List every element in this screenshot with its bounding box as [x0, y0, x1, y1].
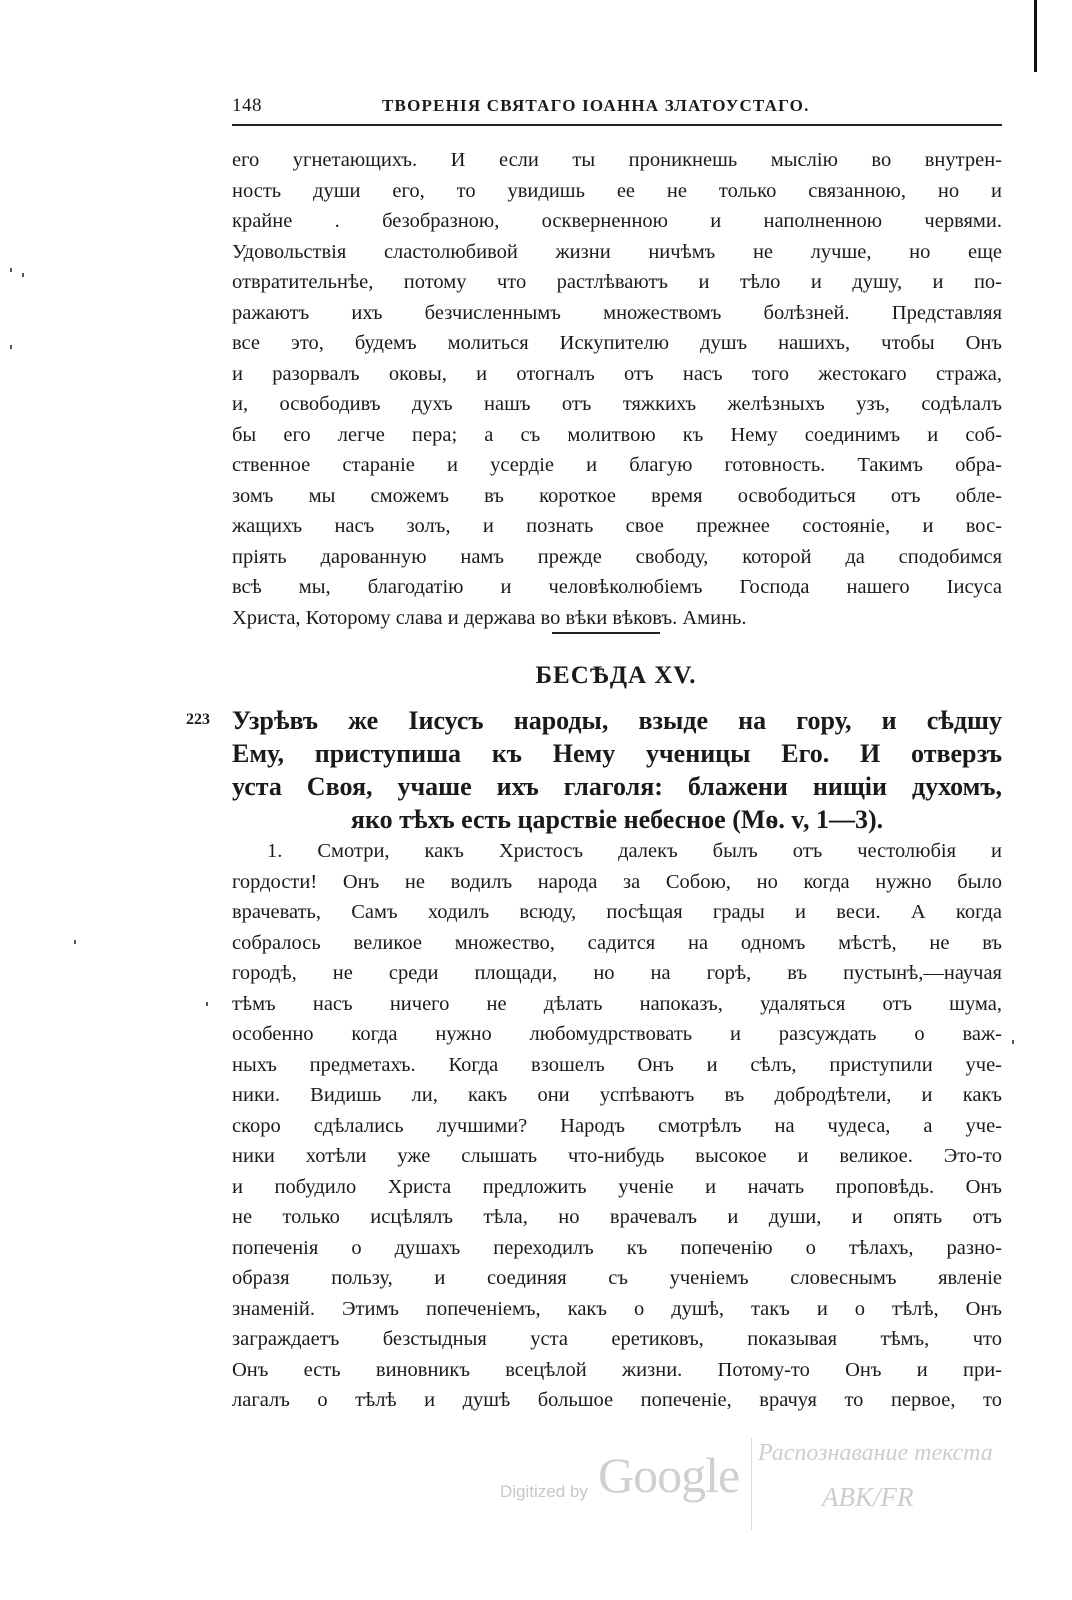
scan-speck — [10, 268, 12, 272]
text-line: бы его легче пера; а съ молитвою къ Нему соединимъ и соб- — [232, 423, 1002, 446]
text-line: тѣмъ насъ ничего не дѣлать напоказъ, удаляться отъ шума, — [232, 992, 1002, 1015]
scripture-verse — [232, 704, 1002, 836]
text-line: ражаютъ ихъ безчисленнымъ множествомъ болѣзней. Представляя — [232, 301, 1002, 324]
text-line: крайне . безобразною, оскверненною и наполненною червями. — [232, 210, 1002, 232]
scan-speck — [10, 345, 12, 349]
text-line: и разорвалъ оковы, и отогналъ отъ насъ того жестокаго стража, — [232, 362, 1002, 385]
text-line: жащихъ насъ золъ, и познать свое прежнее состояніе, и вос- — [232, 515, 1002, 537]
text-line: 1. Смотри, какъ Христосъ далекъ былъ отъ честолюбія и — [267, 840, 1002, 862]
text-line: Христа, Которому слава и держава во вѣки вѣковъ. Аминь. — [232, 606, 747, 629]
text-line: всѣ мы, благодатію и человѣколюбіемъ Господа нашего Іисуса — [232, 576, 1002, 598]
text-line: лагалъ о тѣлѣ и душѣ большое попеченіе, врачуя то первое, то — [232, 1389, 1002, 1411]
text-line: ники хотѣли уже слышать что-нибудь высокое и великое. Это-то — [232, 1145, 1002, 1167]
text-line: отвратительнѣе, потому что растлѣваютъ и тѣло и душу, и по- — [232, 271, 1002, 293]
text-line: гордости! Онъ не водилъ народа за Собою, но когда нужно было — [232, 870, 1002, 893]
text-line: ники. Видишь ли, какъ они успѣваютъ въ добродѣтели, и какъ — [232, 1084, 1002, 1106]
text-line: и побудило Христа предложить ученіе и начать проповѣдь. Онъ — [232, 1175, 1002, 1198]
text-line: зомъ мы сможемъ въ короткое время освободиться отъ обле- — [232, 484, 1002, 507]
running-title: ТВОРЕНІЯ СВЯТАГО ІОАННА ЗЛАТОУСТАГО. — [382, 96, 810, 115]
page-header — [232, 95, 1002, 125]
text-line: особенно когда нужно любомудрствовать и разсуждать о важ- — [232, 1023, 1002, 1045]
digitization-watermark — [500, 1438, 1020, 1538]
text-line: ственное стараніе и усердіе и благую готовность. Такимъ обра- — [232, 454, 1002, 476]
paragraph-closing-homily — [232, 145, 1002, 633]
text-line: ность души его, то увидишь ее не только связанною, но и — [232, 179, 1002, 202]
text-line: собралось великое множество, садится на одномъ мѣстѣ, не въ — [232, 931, 1002, 954]
verse-line: уста Своя, учаше ихъ глаголя: блажени нищіи духомъ, — [232, 772, 1002, 801]
page-number: 148 — [232, 95, 262, 116]
text-line: все это, будемъ молиться Искупителю душъ нашихъ, чтобы Онъ — [232, 332, 1002, 354]
google-logo: Google — [598, 1447, 740, 1503]
section-divider — [552, 632, 660, 634]
scan-speck — [22, 273, 24, 277]
text-line: образя пользу, и соединяя съ ученіемъ словеснымъ явленіе — [232, 1267, 1002, 1289]
section-title: БЕСѢДА XV. — [535, 662, 697, 689]
text-line: попеченія о душахъ переходилъ къ попеченію о тѣлахъ, разно- — [232, 1236, 1002, 1259]
text-line: Онъ есть виновникъ всецѣлой жизни. Потому-то Онъ и при- — [232, 1358, 1002, 1381]
ocr-credit-initials: ABK/FR — [822, 1482, 914, 1512]
text-line: городѣ, не среди площади, но на горѣ, въ пустынѣ,—научая — [232, 962, 1002, 984]
text-line: знаменій. Этимъ попеченіемъ, какъ о душѣ, такъ и о тѣлѣ, Онъ — [232, 1297, 1002, 1320]
paragraph-homily-15 — [232, 836, 1002, 1416]
verse-line: Узрѣвъ же Іисусъ народы, взыде на гору, и сѣдшу — [232, 706, 1002, 735]
verse-line: Ему, приступиша къ Нему ученицы Его. И отверзъ — [232, 739, 1002, 768]
scan-speck — [74, 940, 76, 944]
scan-speck — [1012, 1040, 1014, 1044]
header-rule — [232, 124, 1002, 126]
text-line: пріять дарованную намъ прежде свободу, которой да сподобимся — [232, 545, 1002, 568]
text-line: Удовольствія сластолюбивой жизни ничѣмъ не лучше, но еще — [232, 240, 1002, 263]
text-line: заграждаетъ безстыдныя уста еретиковъ, показывая тѣмъ, что — [232, 1328, 1002, 1350]
watermark-divider — [751, 1438, 752, 1530]
text-line: его угнетающихъ. И если ты проникнешь мыслію во внутрен- — [232, 149, 1002, 171]
verse-line: яко тѣхъ есть царствіе небесное (Мѳ. v, 1—3). — [350, 805, 884, 834]
text-line: врачевать, Самъ ходилъ всюду, посѣщая грады и веси. А когда — [232, 901, 1002, 923]
scan-speck — [206, 1002, 208, 1006]
scan-edge-mark — [1034, 0, 1037, 72]
text-line: и, освободивъ духъ нашъ отъ тяжкихъ желѣзныхъ узъ, содѣлалъ — [232, 393, 1002, 415]
ocr-credit-line: Распознавание текста — [758, 1440, 993, 1466]
digitized-by-label: Digitized by — [500, 1482, 588, 1501]
margin-reference: 223 — [186, 711, 210, 728]
text-line: скоро сдѣлались лучшими? Народъ смотрѣлъ на чудеса, а уче- — [232, 1114, 1002, 1137]
text-line: ныхъ предметахъ. Когда взошелъ Онъ и сѣлъ, приступили уче- — [232, 1053, 1002, 1076]
text-line: не только исцѣлялъ тѣла, но врачевалъ и души, и опять отъ — [232, 1206, 1002, 1228]
